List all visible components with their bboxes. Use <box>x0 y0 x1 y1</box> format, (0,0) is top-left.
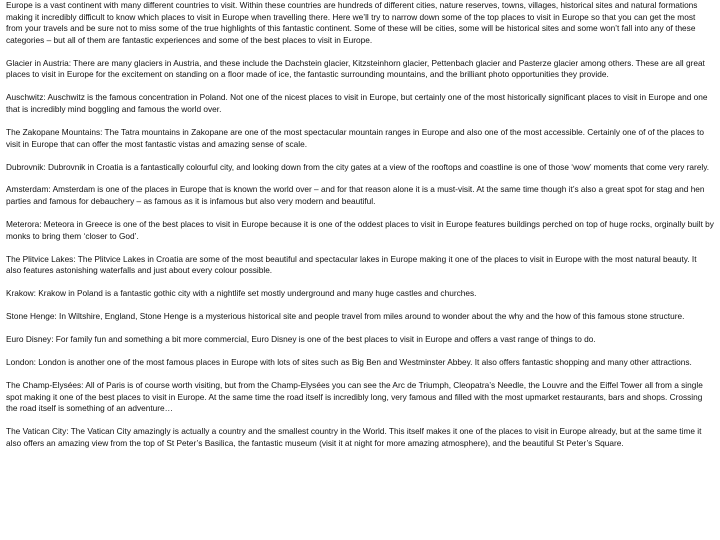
paragraph-london: London: London is another one of the most famous places in Europe with lots of sites such as Big Ben and Westminster Abbey. It also offers fantastic shopping and many other attractions. <box>6 357 692 368</box>
paragraph-euro-disney: Euro Disney: For family fun and something a bit more commercial, Euro Disney is one of the best places to visit in Europe and offers a vast range of things to do. <box>6 334 596 345</box>
paragraph-plitvice-lakes: The Plitvice Lakes: The Plitvice Lakes in Croatia are some of the most beautiful and spectacular lakes in Europe making it one of the places to visit in Europe with the most natural beauty. It also features astonishing waterfalls and just about every colour possible. <box>6 253 697 276</box>
paragraph-auschwitz: Auschwitz: Auschwitz is the famous concentration in Poland. Not one of the nicest places to visit in Europe, but certainly one of the most historically significant places to visit in Europe and one that is incredibly mind boggling and famous the world over. <box>6 92 708 114</box>
paragraph-vatican-city: The Vatican City: The Vatican City amazingly is actually a country and the smallest country in the World. This itself makes it one of the places to visit in Europe already, but at the same time it also offers an amazing view from the top of St Peter’s Basilica, the fantastic museum (visit it at night for more amazing atmosphere), and the beautiful St Peter’s Square. <box>6 426 702 448</box>
paragraph-amsterdam: Amsterdam: Amsterdam is one of the places in Europe that is known the world over – and for that reason alone it is a must-visit. At the same time though it’s also a great spot for stag and hen parties and famous for debauchery – as famous as it is infamous but also very modern and beautiful. <box>6 184 705 207</box>
paragraph-champ-elysees: The Champ-Elysées: All of Paris is of course worth visiting, but from the Champ-Elysées you can see the Arc de Triumph, Cleopatra’s Needle, the Louvre and the Eiffel Tower all from a single spot making it one of the best places to visit in Europe. At the same time the road itself is incredibly long, very famous and filled with the most upmarket restaurants, bars and shops. Crossing the road itself is something of an adventure… <box>6 380 703 414</box>
paragraph-glacier-in-austria: Glacier in Austria: There are many glaciers in Austria, and these include the Dachstein glacier, Kitzsteinhorn glacier, Pettenbach glacier and Pasterze glacier among others. These are all great places to visit in Europe for the excitement on standing on a floor made of ice, the fantastic surrounding mountains, and the brilliant photo opportunities they provide. <box>6 57 705 80</box>
intro-paragraph: Europe is a vast continent with many different countries to visit. Within these countries are hundreds of different cities, nature reserves, towns, villages, historical sites and natural formations making it incredibly difficult to know which places to visit in Europe when travelling there. Here we’ll try to narrow down some of the top places to visit in Europe so that you can get the most from your travels and be sure not to miss some of the true highlights of this fantastic continent. Some of these will be cities, some will be historical sites and some won’t fall into any of these categories – but all of them are fantastic experiences and some of the best places to visit in Europe. <box>6 0 698 45</box>
paragraph-stone-henge: Stone Henge: In Wiltshire, England, Stone Henge is a mysterious historical site and people travel from miles around to wonder about the why and the how of this famous stone structure. <box>6 311 685 322</box>
paragraph-dubrovnik: Dubrovnik: Dubrovnik in Croatia is a fantastically colourful city, and looking down from the city gates at a view of the rooftops and coastline is one of those ‘wow’ moments that come very rarely. <box>6 161 710 172</box>
paragraph-meteora: Meterora: Meteora in Greece is one of the best places to visit in Europe because it is one of the oddest places to visit in Europe features buildings perched on top of huge rocks, orginally built by monks to bring them ‘closer to God’. <box>6 219 714 241</box>
document-body <box>6 0 714 461</box>
paragraph-krakow: Krakow: Krakow in Poland is a fantastic gothic city with a nightlife set mostly underground and many huge castles and churches. <box>6 288 477 299</box>
paragraph-zakopane-mountains: The Zakopane Mountains: The Tatra mountains in Zakopane are one of the most spectacular mountain ranges in Europe and also one of the most accessible. Certainly one of of the places to visit in Europe that can offer the most fantastic vistas and amazing sense of scale. <box>6 126 704 149</box>
